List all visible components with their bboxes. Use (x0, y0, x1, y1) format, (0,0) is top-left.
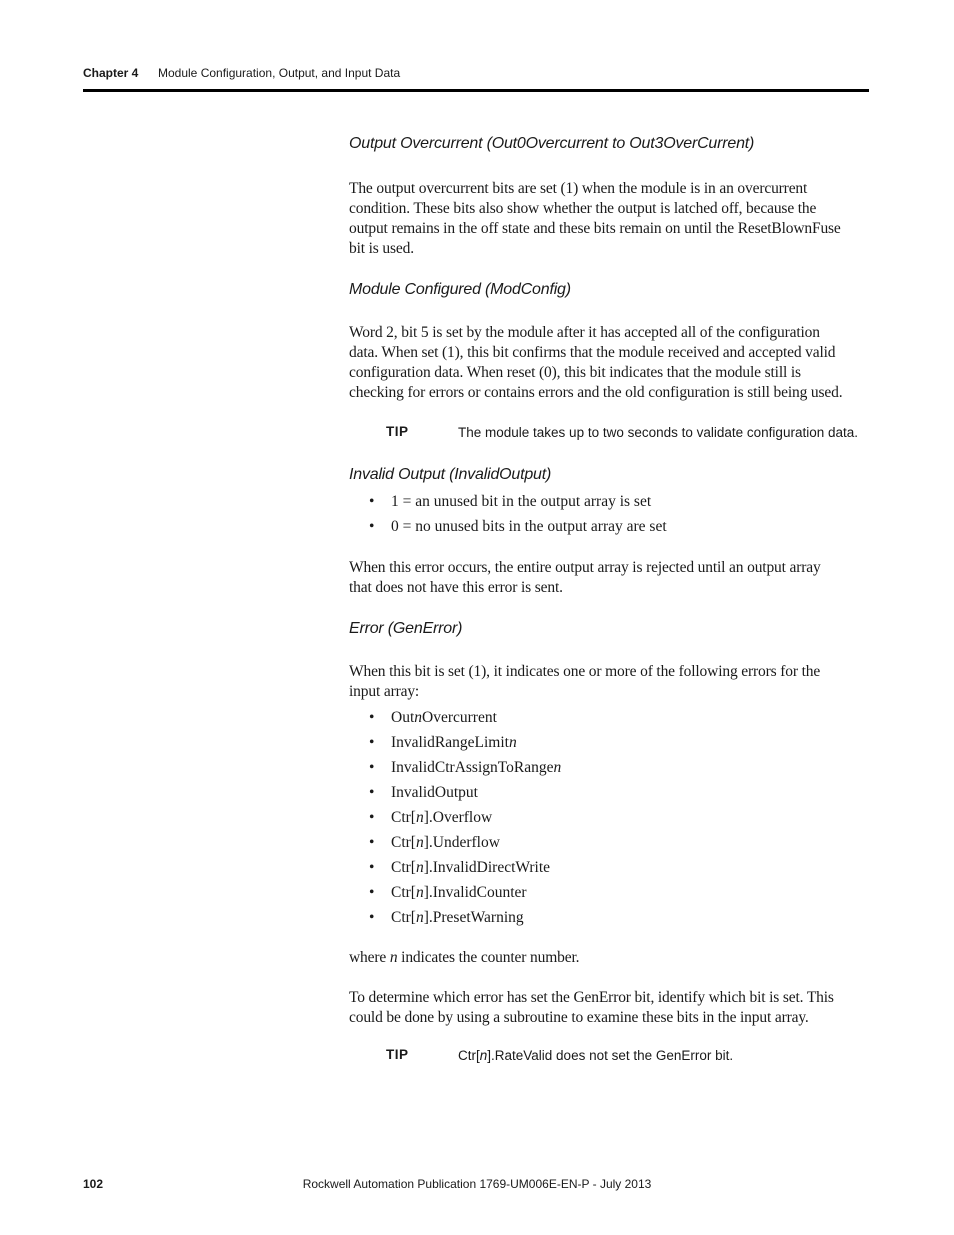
list-item-text: Ctr[ (391, 909, 416, 926)
text-line: could be done by using a subroutine to examine these bits in the input array. (349, 1009, 809, 1026)
list-item-text: ].Overflow (423, 809, 493, 826)
list-item-text: InvalidOutput (391, 784, 478, 801)
list-item (369, 517, 667, 542)
list-item-text: Ctr[ (391, 859, 416, 876)
bullet-dot: • (369, 909, 375, 926)
text-line: configuration data. When reset (0), this bit indicates that the module still is (349, 364, 801, 381)
text-line: that does not have this error is sent. (349, 579, 563, 596)
generror-paragraph (349, 988, 871, 1028)
chapter-label: Chapter 4 (83, 66, 139, 80)
text-line: input array: (349, 683, 420, 700)
list-item-text: ].PresetWarning (423, 909, 524, 926)
list-item (369, 858, 561, 883)
italic-n: n (415, 834, 424, 851)
list-item (369, 708, 561, 733)
overcurrent-paragraph (349, 179, 871, 259)
list-item-text: InvalidRangeLimit (391, 734, 509, 751)
list-item (369, 883, 561, 908)
list-item (369, 758, 561, 783)
list-item-text: Ctr[ (391, 809, 416, 826)
bullet-dot: • (369, 493, 375, 510)
header-rule (83, 89, 869, 92)
italic-n: n (415, 809, 424, 826)
bullet-dot: • (369, 859, 375, 876)
text-line: data. When set (1), this bit confirms that the module received and accepted valid (349, 344, 836, 361)
text-line: Word 2, bit 5 is set by the module after it has accepted all of the configuration (349, 324, 820, 341)
bullet-dot: • (369, 834, 375, 851)
list-item-text: ].InvalidCounter (423, 884, 527, 901)
heading-module-configured: Module Configured (ModConfig) (349, 281, 571, 298)
text-line: bit is used. (349, 240, 414, 257)
bullet-dot: • (369, 734, 375, 751)
invalid-output-paragraph (349, 558, 871, 598)
list-item-text: Out (391, 709, 415, 726)
tip-text: The module takes up to two seconds to validate configuration data. (458, 425, 858, 440)
text-span: Ctr[ (458, 1048, 480, 1063)
bullet-dot: • (369, 709, 375, 726)
bullet-dot: • (369, 784, 375, 801)
italic-n: n (389, 949, 398, 966)
text-line: When this error occurs, the entire output array is rejected until an output array (349, 559, 821, 576)
tip-label: TIP (386, 424, 409, 439)
italic-n: n (415, 884, 424, 901)
list-item-text: 1 = an unused bit in the output array is set (391, 493, 652, 510)
generror-list (369, 708, 561, 933)
bullet-dot: • (369, 809, 375, 826)
italic-n: n (479, 1048, 488, 1063)
list-item (369, 733, 561, 758)
bullet-dot: • (369, 884, 375, 901)
invalid-output-list (369, 492, 667, 542)
bullet-dot: • (369, 759, 375, 776)
heading-error: Error (GenError) (349, 620, 463, 637)
modconfig-paragraph (349, 323, 871, 403)
text-line: When this bit is set (1), it indicates one or more of the following errors for the (349, 663, 821, 680)
list-item (369, 783, 561, 808)
chapter-title: Module Configuration, Output, and Input Data (158, 66, 401, 80)
list-item-text: ].Underflow (423, 834, 500, 851)
heading-output-overcurrent: Output Overcurrent (Out0Overcurrent to Out3OverCurrent) (349, 135, 755, 152)
list-item-text: ].InvalidDirectWrite (423, 859, 551, 876)
generror-intro (349, 662, 871, 702)
italic-n: n (415, 859, 424, 876)
tip-text (458, 1048, 733, 1063)
italic-n: n (553, 759, 562, 776)
text-line: The output overcurrent bits are set (1) when the module is in an overcurrent (349, 180, 808, 197)
italic-n: n (508, 734, 517, 751)
list-item-text: InvalidCtrAssignToRange (391, 759, 554, 776)
list-item-text: Ctr[ (391, 834, 416, 851)
list-item (369, 908, 561, 933)
italic-n: n (415, 909, 424, 926)
running-header (83, 66, 869, 80)
list-item-text: 0 = no unused bits in the output array are set (391, 518, 667, 535)
list-item-text: Overcurrent (422, 709, 497, 726)
text-span: where (349, 949, 390, 966)
text-line: checking for errors or contains errors and the old configuration is still being used. (349, 384, 843, 401)
list-item (369, 808, 561, 833)
text-span: indicates the counter number. (397, 949, 580, 966)
list-item (369, 833, 561, 858)
text-span: ].RateValid does not set the GenError bit. (487, 1048, 734, 1063)
where-line (349, 948, 871, 968)
text-line: To determine which error has set the GenError bit, identify which bit is set. This (349, 989, 834, 1006)
text-line: output remains in the off state and these bits remain on until the ResetBlownFuse (349, 220, 841, 237)
publication-footer: Rockwell Automation Publication 1769-UM006E-EN-P - July 2013 (302, 1177, 652, 1191)
text-line: condition. These bits also show whether the output is latched off, because the (349, 200, 817, 217)
list-item (369, 492, 667, 517)
tip-label: TIP (386, 1047, 409, 1062)
heading-invalid-output: Invalid Output (InvalidOutput) (349, 466, 552, 483)
italic-n: n (414, 709, 422, 726)
page-number: 102 (83, 1177, 104, 1191)
bullet-dot: • (369, 518, 375, 535)
list-item-text: Ctr[ (391, 884, 416, 901)
